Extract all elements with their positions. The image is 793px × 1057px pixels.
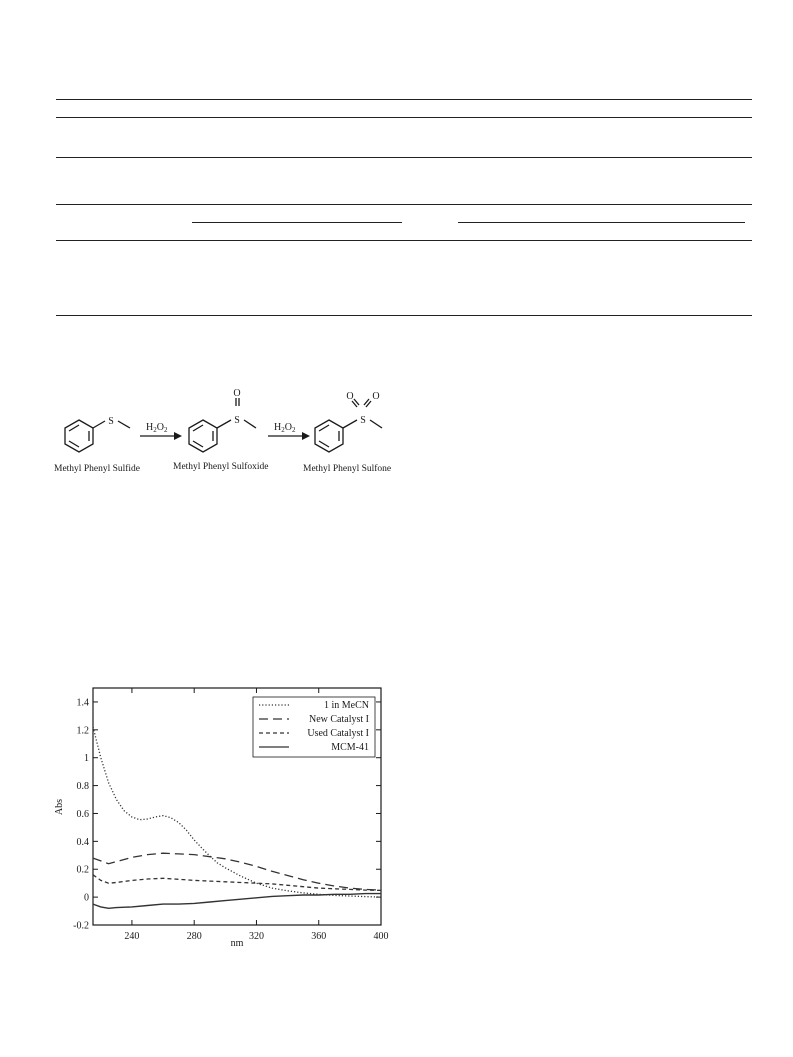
x-tick-label: 280 — [186, 931, 202, 942]
legend-label: Used Catalyst I — [307, 728, 369, 739]
series-line-2 — [93, 875, 381, 891]
oxygen-label: O — [233, 388, 241, 399]
x-axis-label: nm — [230, 938, 244, 949]
sulfur-label: S — [108, 416, 114, 427]
sulfoxide-structure — [189, 398, 256, 452]
uv-vis-chart — [50, 680, 395, 950]
table-subheader-rule-right — [458, 222, 745, 223]
y-tick-label: 0 — [84, 892, 89, 904]
y-tick-label: -0.2 — [73, 920, 89, 932]
y-tick-label: 1 — [84, 753, 89, 765]
arrowhead-1 — [174, 432, 182, 440]
x-tick-label: 240 — [124, 931, 140, 942]
compound-name-sulfide: Methyl Phenyl Sulfide — [54, 464, 141, 474]
reaction-scheme — [52, 385, 402, 480]
table-row-rule — [56, 157, 752, 158]
reagent-label-2: $H_2O_2$ — [274, 422, 296, 434]
arrowhead-2 — [302, 432, 310, 440]
y-tick-label: 0.8 — [76, 781, 89, 793]
sulfone-structure — [315, 399, 382, 452]
chart-legend — [253, 697, 375, 757]
table-subheader-rule-left — [192, 222, 402, 223]
legend-label: New Catalyst I — [309, 714, 369, 725]
y-tick-label: 1.2 — [76, 725, 89, 737]
y-tick-label: 1.4 — [76, 697, 89, 709]
table-bottom-rule — [56, 315, 752, 316]
sulfur-label: S — [360, 415, 366, 426]
oxygen-label: O — [372, 391, 380, 402]
table-row-rule — [56, 240, 752, 241]
legend-label: MCM-41 — [331, 742, 369, 753]
y-tick-label: 0.4 — [76, 836, 89, 848]
table-header-rule — [56, 117, 752, 118]
compound-name-sulfoxide: Methyl Phenyl Sulfoxide — [173, 462, 269, 472]
y-axis-label: Abs — [54, 798, 65, 816]
table-top-rule — [56, 99, 752, 100]
x-tick-label: 320 — [248, 931, 264, 942]
chart-svg — [50, 680, 395, 950]
y-tick-label: 0.6 — [76, 808, 89, 820]
series-line-3 — [93, 894, 381, 909]
oxygen-label: O — [346, 391, 354, 402]
table-row-rule — [56, 204, 752, 205]
compound-name-sulfone: Methyl Phenyl Sulfone — [303, 464, 392, 474]
y-tick-label: 0.2 — [76, 864, 89, 876]
x-tick-label: 360 — [311, 931, 327, 942]
sulfide-structure — [65, 420, 130, 452]
x-tick-label: 400 — [373, 931, 389, 942]
reaction-scheme-svg — [52, 385, 402, 480]
legend-label: 1 in MeCN — [324, 700, 369, 711]
series-line-1 — [93, 853, 381, 890]
reagent-label-1: $H_2O_2$ — [146, 422, 168, 434]
sulfur-label: S — [234, 415, 240, 426]
